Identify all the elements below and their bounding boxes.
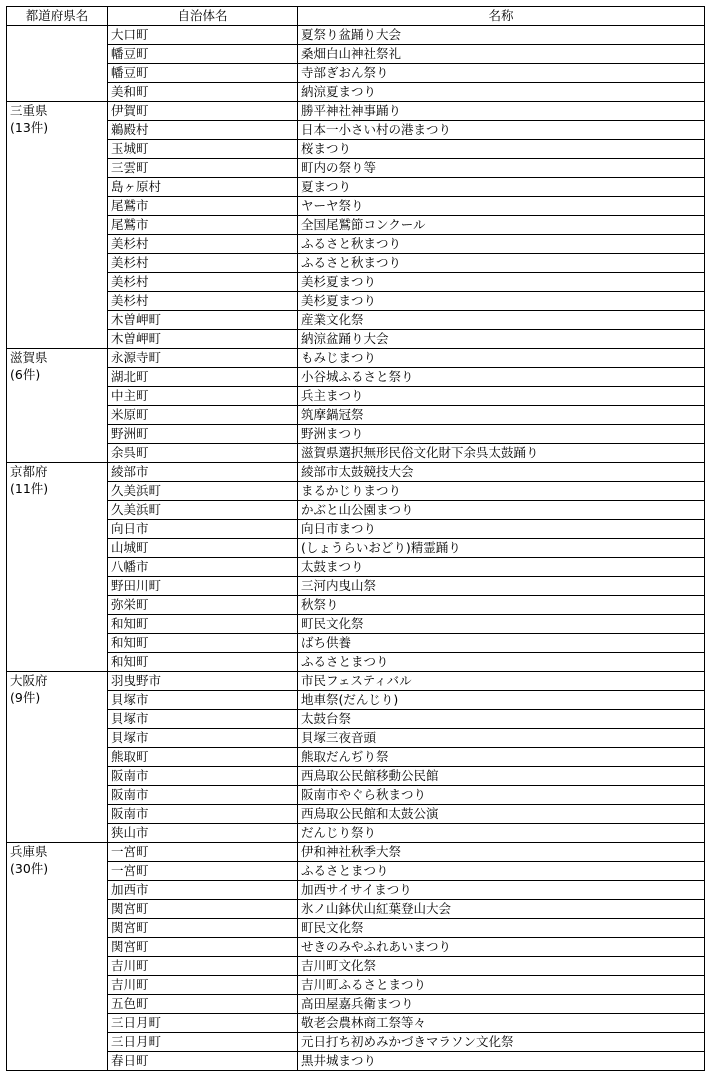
table-row (7, 45, 705, 64)
event-name-cell: 熊取だんぢり祭 (298, 748, 705, 767)
table-row (7, 938, 705, 957)
event-name-cell: (しょうらいおどり)精霊踊り (298, 539, 705, 558)
event-name-cell: 貝塚三夜音頭 (298, 729, 705, 748)
table-row (7, 425, 705, 444)
table-row (7, 26, 705, 45)
event-name-cell: 敬老会農林商工祭等々 (298, 1014, 705, 1033)
municipality-cell: 五色町 (108, 995, 298, 1014)
event-name-cell: 町内の祭り等 (298, 159, 705, 178)
table-row (7, 273, 705, 292)
table-row (7, 406, 705, 425)
table-row (7, 824, 705, 843)
municipality-cell: 尾鷲市 (108, 197, 298, 216)
municipality-cell: 関宮町 (108, 919, 298, 938)
municipality-cell: 玉城町 (108, 140, 298, 159)
event-name-cell: 高田屋嘉兵衛まつり (298, 995, 705, 1014)
prefecture-cell (7, 463, 108, 672)
event-name-cell: 勝平神社神事踊り (298, 102, 705, 121)
event-name-cell: 氷ノ山鉢伏山紅葉登山大会 (298, 900, 705, 919)
prefecture-count: (13件) (10, 120, 49, 135)
table-row (7, 159, 705, 178)
municipality-cell: 美杉村 (108, 235, 298, 254)
event-name-cell: 桑畑白山神社祭礼 (298, 45, 705, 64)
municipality-cell: 伊賀町 (108, 102, 298, 121)
municipality-cell: 熊取町 (108, 748, 298, 767)
table-row (7, 254, 705, 273)
municipality-cell: 吉川町 (108, 957, 298, 976)
event-name-cell: 綾部市太鼓競技大会 (298, 463, 705, 482)
municipality-cell: 三日月町 (108, 1014, 298, 1033)
table-row (7, 843, 705, 862)
event-name-cell: もみじまつり (298, 349, 705, 368)
municipality-cell: 関宮町 (108, 900, 298, 919)
municipality-cell: 中主町 (108, 387, 298, 406)
table-row (7, 216, 705, 235)
prefecture-count: (6件) (10, 367, 41, 382)
table-row (7, 558, 705, 577)
table-row (7, 957, 705, 976)
table-row (7, 368, 705, 387)
municipality-cell: 米原町 (108, 406, 298, 425)
table-row (7, 653, 705, 672)
event-name-cell: 美杉夏まつり (298, 292, 705, 311)
prefecture-cell (7, 843, 108, 1071)
prefecture-name: 京都府 (10, 464, 48, 479)
table-row (7, 178, 705, 197)
table-row (7, 1052, 705, 1071)
municipality-cell: 阪南市 (108, 767, 298, 786)
event-name-cell: ヤーヤ祭り (298, 197, 705, 216)
municipality-cell: 貝塚市 (108, 691, 298, 710)
municipality-cell: 和知町 (108, 634, 298, 653)
municipality-cell: 和知町 (108, 615, 298, 634)
event-name-cell: 西鳥取公民館和太鼓公演 (298, 805, 705, 824)
event-name-cell: 秋祭り (298, 596, 705, 615)
prefecture-name: 兵庫県 (10, 844, 48, 859)
municipality-cell: 余呉町 (108, 444, 298, 463)
municipality-cell: 三雲町 (108, 159, 298, 178)
municipality-cell: 関宮町 (108, 938, 298, 957)
table-row (7, 995, 705, 1014)
municipality-cell: 島ヶ原村 (108, 178, 298, 197)
table-row (7, 634, 705, 653)
prefecture-name: 大阪府 (10, 673, 48, 688)
table-row (7, 596, 705, 615)
municipality-cell: 綾部市 (108, 463, 298, 482)
municipality-cell: 野洲町 (108, 425, 298, 444)
event-name-cell: ふるさとまつり (298, 862, 705, 881)
municipality-cell: 八幡市 (108, 558, 298, 577)
table-row (7, 729, 705, 748)
municipality-cell: 美杉村 (108, 273, 298, 292)
table-row (7, 121, 705, 140)
municipality-cell: 山城町 (108, 539, 298, 558)
table-row (7, 786, 705, 805)
municipality-cell: 一宮町 (108, 843, 298, 862)
event-name-cell: 全国尾鷲節コンクール (298, 216, 705, 235)
table-row (7, 235, 705, 254)
municipality-cell: 幡豆町 (108, 45, 298, 64)
table-row (7, 881, 705, 900)
event-name-cell: 西鳥取公民館移動公民館 (298, 767, 705, 786)
municipality-cell: 幡豆町 (108, 64, 298, 83)
municipality-cell: 向日市 (108, 520, 298, 539)
event-name-cell: まるかじりまつり (298, 482, 705, 501)
event-name-cell: ばち供養 (298, 634, 705, 653)
event-name-cell: 産業文化祭 (298, 311, 705, 330)
municipality-cell: 美杉村 (108, 292, 298, 311)
event-name-cell: ふるさと秋まつり (298, 235, 705, 254)
event-name-cell: せきのみやふれあいまつり (298, 938, 705, 957)
prefecture-count: (9件) (10, 690, 41, 705)
table-row (7, 672, 705, 691)
table-row (7, 900, 705, 919)
table-row (7, 520, 705, 539)
event-name-cell: 吉川町文化祭 (298, 957, 705, 976)
event-name-cell: 町民文化祭 (298, 615, 705, 634)
municipality-cell: 羽曳野市 (108, 672, 298, 691)
municipality-cell: 野田川町 (108, 577, 298, 596)
prefecture-count: (11件) (10, 481, 49, 496)
table-row (7, 64, 705, 83)
table-body (7, 26, 705, 1071)
municipality-cell: 貝塚市 (108, 710, 298, 729)
table-row (7, 615, 705, 634)
municipality-cell: 久美浜町 (108, 482, 298, 501)
event-name-cell: 阪南市やぐら秋まつり (298, 786, 705, 805)
header-event-name: 名称 (298, 7, 705, 26)
header-row (7, 7, 705, 26)
event-name-cell: ふるさとまつり (298, 653, 705, 672)
municipality-cell: 加西市 (108, 881, 298, 900)
prefecture-cell (7, 672, 108, 843)
municipality-cell: 阪南市 (108, 786, 298, 805)
table-row (7, 767, 705, 786)
table-row (7, 102, 705, 121)
table-row (7, 691, 705, 710)
municipality-cell: 永源寺町 (108, 349, 298, 368)
event-name-cell: 納涼盆踊り大会 (298, 330, 705, 349)
municipality-cell: 湖北町 (108, 368, 298, 387)
table-row (7, 140, 705, 159)
event-name-cell: 吉川町ふるさとまつり (298, 976, 705, 995)
table-row (7, 349, 705, 368)
table-row (7, 919, 705, 938)
table-row (7, 292, 705, 311)
event-name-cell: 黒井城まつり (298, 1052, 705, 1071)
event-name-cell: 小谷城ふるさと祭り (298, 368, 705, 387)
municipality-cell: 一宮町 (108, 862, 298, 881)
table-row (7, 330, 705, 349)
prefecture-name: 滋賀県 (10, 350, 48, 365)
event-name-cell: 市民フェスティバル (298, 672, 705, 691)
event-name-cell: 地車祭(だんじり) (298, 691, 705, 710)
event-name-cell: 滋賀県選択無形民俗文化財下余呉太鼓踊り (298, 444, 705, 463)
event-name-cell: 夏まつり (298, 178, 705, 197)
municipality-cell: 鵜殿村 (108, 121, 298, 140)
event-name-cell: 納涼夏まつり (298, 83, 705, 102)
municipality-cell: 貝塚市 (108, 729, 298, 748)
municipality-cell: 大口町 (108, 26, 298, 45)
table-row (7, 577, 705, 596)
prefecture-name: 三重県 (10, 103, 48, 118)
municipality-cell: 弥栄町 (108, 596, 298, 615)
event-name-cell: 向日市まつり (298, 520, 705, 539)
table-row (7, 444, 705, 463)
table-row (7, 1033, 705, 1052)
event-name-cell: 元日打ち初めみかづきマラソン文化祭 (298, 1033, 705, 1052)
event-name-cell: 美杉夏まつり (298, 273, 705, 292)
table-row (7, 805, 705, 824)
municipality-cell: 美杉村 (108, 254, 298, 273)
municipality-cell: 阪南市 (108, 805, 298, 824)
table-row (7, 501, 705, 520)
event-name-cell: 加西サイサイまつり (298, 881, 705, 900)
event-name-cell: だんじり祭り (298, 824, 705, 843)
header-prefecture: 都道府県名 (7, 7, 108, 26)
prefecture-cell (7, 349, 108, 463)
event-name-cell: 太鼓台祭 (298, 710, 705, 729)
event-name-cell: 野洲まつり (298, 425, 705, 444)
event-name-cell: 町民文化祭 (298, 919, 705, 938)
table-row (7, 1014, 705, 1033)
table-row (7, 862, 705, 881)
table-row (7, 387, 705, 406)
table-row (7, 482, 705, 501)
table-row (7, 83, 705, 102)
table-row (7, 197, 705, 216)
municipality-cell: 和知町 (108, 653, 298, 672)
header-municipality: 自治体名 (108, 7, 298, 26)
prefecture-cell (7, 26, 108, 102)
event-name-cell: 日本一小さい村の港まつり (298, 121, 705, 140)
table-row (7, 311, 705, 330)
prefecture-cell (7, 102, 108, 349)
municipality-cell: 春日町 (108, 1052, 298, 1071)
festival-table (6, 6, 705, 1071)
event-name-cell: かぶと山公園まつり (298, 501, 705, 520)
table-row (7, 463, 705, 482)
table-row (7, 976, 705, 995)
municipality-cell: 美和町 (108, 83, 298, 102)
event-name-cell: 太鼓まつり (298, 558, 705, 577)
prefecture-count: (30件) (10, 861, 49, 876)
table-row (7, 748, 705, 767)
municipality-cell: 吉川町 (108, 976, 298, 995)
event-name-cell: 筑摩鍋冠祭 (298, 406, 705, 425)
event-name-cell: 夏祭り盆踊り大会 (298, 26, 705, 45)
municipality-cell: 尾鷲市 (108, 216, 298, 235)
table-row (7, 710, 705, 729)
event-name-cell: ふるさと秋まつり (298, 254, 705, 273)
table-row (7, 539, 705, 558)
event-name-cell: 三河内曳山祭 (298, 577, 705, 596)
municipality-cell: 三日月町 (108, 1033, 298, 1052)
municipality-cell: 久美浜町 (108, 501, 298, 520)
event-name-cell: 伊和神社秋季大祭 (298, 843, 705, 862)
municipality-cell: 木曽岬町 (108, 330, 298, 349)
municipality-cell: 木曽岬町 (108, 311, 298, 330)
event-name-cell: 兵主まつり (298, 387, 705, 406)
event-name-cell: 寺部ぎおん祭り (298, 64, 705, 83)
event-name-cell: 桜まつり (298, 140, 705, 159)
municipality-cell: 狭山市 (108, 824, 298, 843)
